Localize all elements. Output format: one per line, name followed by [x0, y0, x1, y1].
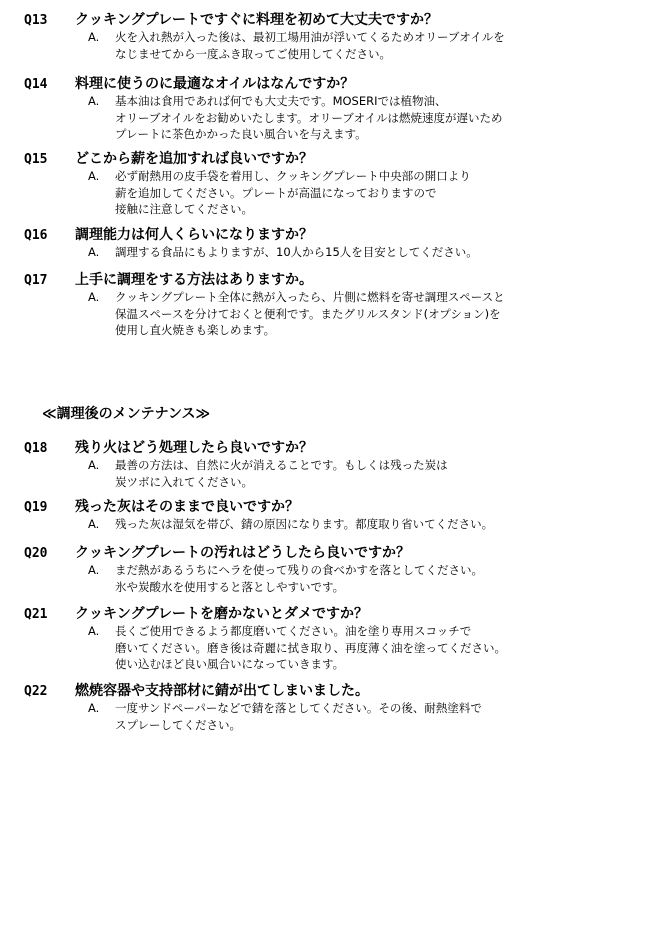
- answer-text: [115, 168, 471, 218]
- answer-marker: A.: [88, 290, 100, 304]
- answer-text: [115, 516, 493, 533]
- question-number: Q21: [24, 607, 48, 622]
- question-number: Q14: [24, 77, 48, 92]
- answer-line: 使い込むほど良い風合いになっていきます。: [115, 657, 345, 671]
- question-text: クッキングプレートですぐに料理を初めて大丈夫ですか？: [75, 12, 439, 28]
- question-text: 残り火はどう処理したら良いですか？: [75, 440, 313, 456]
- question-number: Q17: [24, 273, 48, 288]
- answer-marker: A.: [88, 245, 100, 259]
- question-number: Q15: [24, 152, 48, 167]
- question-number: Q20: [24, 546, 48, 561]
- answer-marker: A.: [88, 517, 100, 531]
- answer-marker: A.: [88, 701, 100, 715]
- answer-line: 接触に注意してください。: [115, 202, 253, 216]
- question-text: どこから薪を追加すれば良いですか？: [75, 151, 313, 167]
- question-number: Q18: [24, 441, 48, 456]
- answer-line: なじませてから一度ふき取ってご使用してください。: [115, 46, 391, 61]
- answer-text: [115, 562, 483, 595]
- question-text: 上手に調理をする方法はありますか。: [75, 272, 313, 288]
- answer-line: オリーブオイルをお勧めいたします。オリーブオイルは燃焼速度が遅いため: [115, 110, 503, 125]
- answer-line: 調理する食品にもよりますが、10人から15人を目安としてください。: [115, 245, 478, 259]
- answer-line: 薪を追加してください。プレートが高温になっておりますので: [115, 185, 437, 200]
- question-number: Q22: [24, 684, 48, 699]
- answer-text: [115, 700, 482, 733]
- question-text: 燃焼容器や支持部材に錆が出てしまいました。: [75, 683, 369, 699]
- answer-line: 必ず耐熱用の皮手袋を着用し、クッキングプレート中央部の開口より: [115, 169, 471, 183]
- answer-line: プレートに茶色かかった良い風合いを与えます。: [115, 127, 367, 141]
- answer-line: 基本油は食用であれば何でも大丈夫です。MOSERIでは植物油、: [115, 94, 447, 108]
- answer-line: クッキングプレート全体に熱が入ったら、片側に燃料を寄せ調理スペースと: [115, 290, 505, 304]
- answer-line: 長くご使用できるよう都度磨いてください。油を塗り専用スコッチで: [115, 624, 472, 638]
- answer-marker: A.: [88, 30, 100, 44]
- answer-line: まだ熱があるうちにヘラを使って残りの食べかすを落としてください。: [115, 563, 483, 577]
- answer-line: 火を入れ熱が入った後は、最初工場用油が浮いてくるためオリーブオイルを: [115, 30, 505, 44]
- question-number: Q13: [24, 13, 48, 28]
- answer-line: スプレーしてください。: [115, 717, 242, 732]
- answer-marker: A.: [88, 94, 100, 108]
- answer-marker: A.: [88, 624, 100, 638]
- answer-text: [115, 289, 505, 339]
- answer-line: 保温スペースを分けておくと便利です。またグリルスタンド(オプション)を: [115, 306, 501, 321]
- question-text: 残った灰はそのままで良いですか？: [75, 499, 299, 515]
- question-text: 料理に使うのに最適なオイルはなんですか？: [75, 76, 355, 92]
- answer-text: [115, 29, 505, 62]
- answer-marker: A.: [88, 563, 100, 577]
- question-text: 調理能力は何人くらいになりますか？: [75, 227, 313, 243]
- answer-marker: A.: [88, 458, 100, 472]
- section-title: ≪調理後のメンテナンス≫: [42, 406, 211, 422]
- question-number: Q19: [24, 500, 48, 515]
- answer-line: 残った灰は湿気を帯び、錆の原因になります。都度取り省いてください。: [115, 517, 494, 531]
- answer-text: [115, 457, 448, 490]
- question-text: クッキングプレートを磨かないとダメですか？: [75, 606, 369, 622]
- answer-line: 氷や炭酸水を使用すると落としやすいです。: [115, 579, 345, 594]
- answer-text: [115, 93, 503, 143]
- answer-marker: A.: [88, 169, 100, 183]
- answer-text: [115, 623, 506, 673]
- answer-text: [115, 244, 478, 261]
- answer-line: 最善の方法は、自然に火が消えることです。もしくは残った炭は: [115, 458, 448, 472]
- answer-line: 炭ツボに入れてください。: [115, 474, 253, 489]
- answer-line: 一度サンドペーパーなどで錆を落としてください。その後、耐熱塗料で: [115, 701, 482, 715]
- question-number: Q16: [24, 228, 48, 243]
- answer-line: 磨いてください。磨き後は奇麗に拭き取り、再度薄く油を塗ってください。: [115, 640, 506, 655]
- question-text: クッキングプレートの汚れはどうしたら良いですか？: [75, 545, 411, 561]
- answer-line: 使用し直火焼きも楽しめます。: [115, 323, 276, 337]
